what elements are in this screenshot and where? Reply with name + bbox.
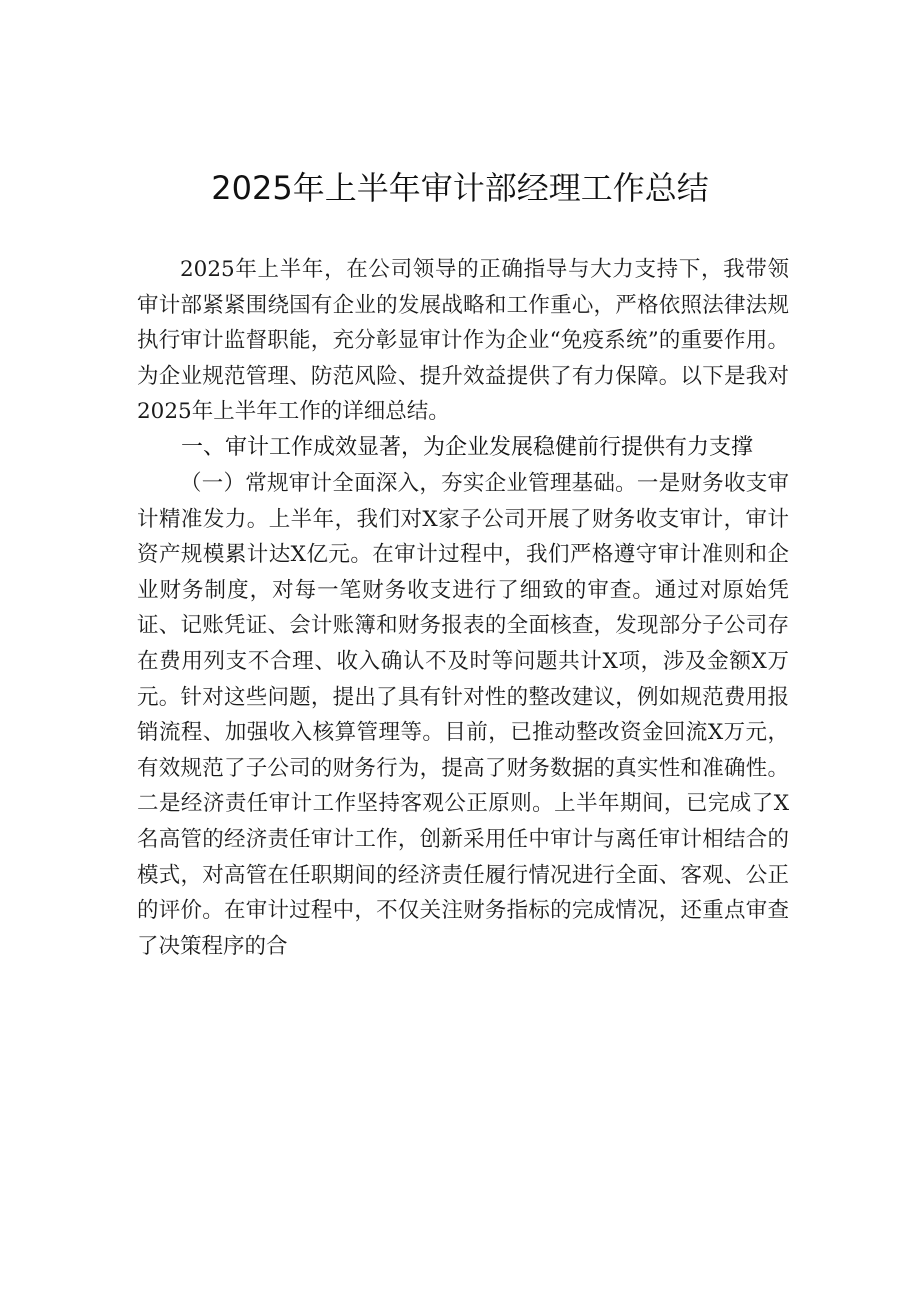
- body-paragraph: （一）常规审计全面深入，夯实企业管理基础。一是财务收支审计精准发力。上半年，我们对X家子公司开展了财务收支审计，审计资产规模累计达X亿元。在审计过程中，我们严格遵守审计准则和企业财务制度，对每一笔财务收支进行了细致的审查。通过对原始凭证、记账凭证、会计账簿和财务报表的全面核查，发现部分子公司存在费用列支不合理、收入确认不及时等问题共计X项，涉及金额X万元。针对这些问题，提出了具有针对性的整改建议，例如规范费用报销流程、加强收入核算管理等。目前，已推动整改资金回流X万元，有效规范了子公司的财务行为，提高了财务数据的真实性和准确性。二是经济责任审计工作坚持客观公正原则。上半年期间，已完成了X名高管的经济责任审计工作，创新采用任中审计与离任审计相结合的模式，对高管在任职期间的经济责任履行情况进行全面、客观、公正的评价。在审计过程中，不仅关注财务指标的完成情况，还重点审查了决策程序的合: [137, 470, 789, 959]
- document-title: 2025年上半年审计部经理工作总结: [211, 169, 709, 207]
- intro-paragraph: 2025年上半年，在公司领导的正确指导与大力支持下，我带领审计部紧紧围绕国有企业的发展战略和工作重心，严格依照法律法规执行审计监督职能，充分彰显审计作为企业“免疫系统”的重要作用。为企业规范管理、防范风险、提升效益提供了有力保障。以下是我对2025年上半年工作的详细总结。: [137, 257, 789, 425]
- section-heading: 一、审计工作成效显著，为企业发展稳健前行提供有力支撑: [181, 434, 754, 460]
- document-body: [137, 252, 789, 964]
